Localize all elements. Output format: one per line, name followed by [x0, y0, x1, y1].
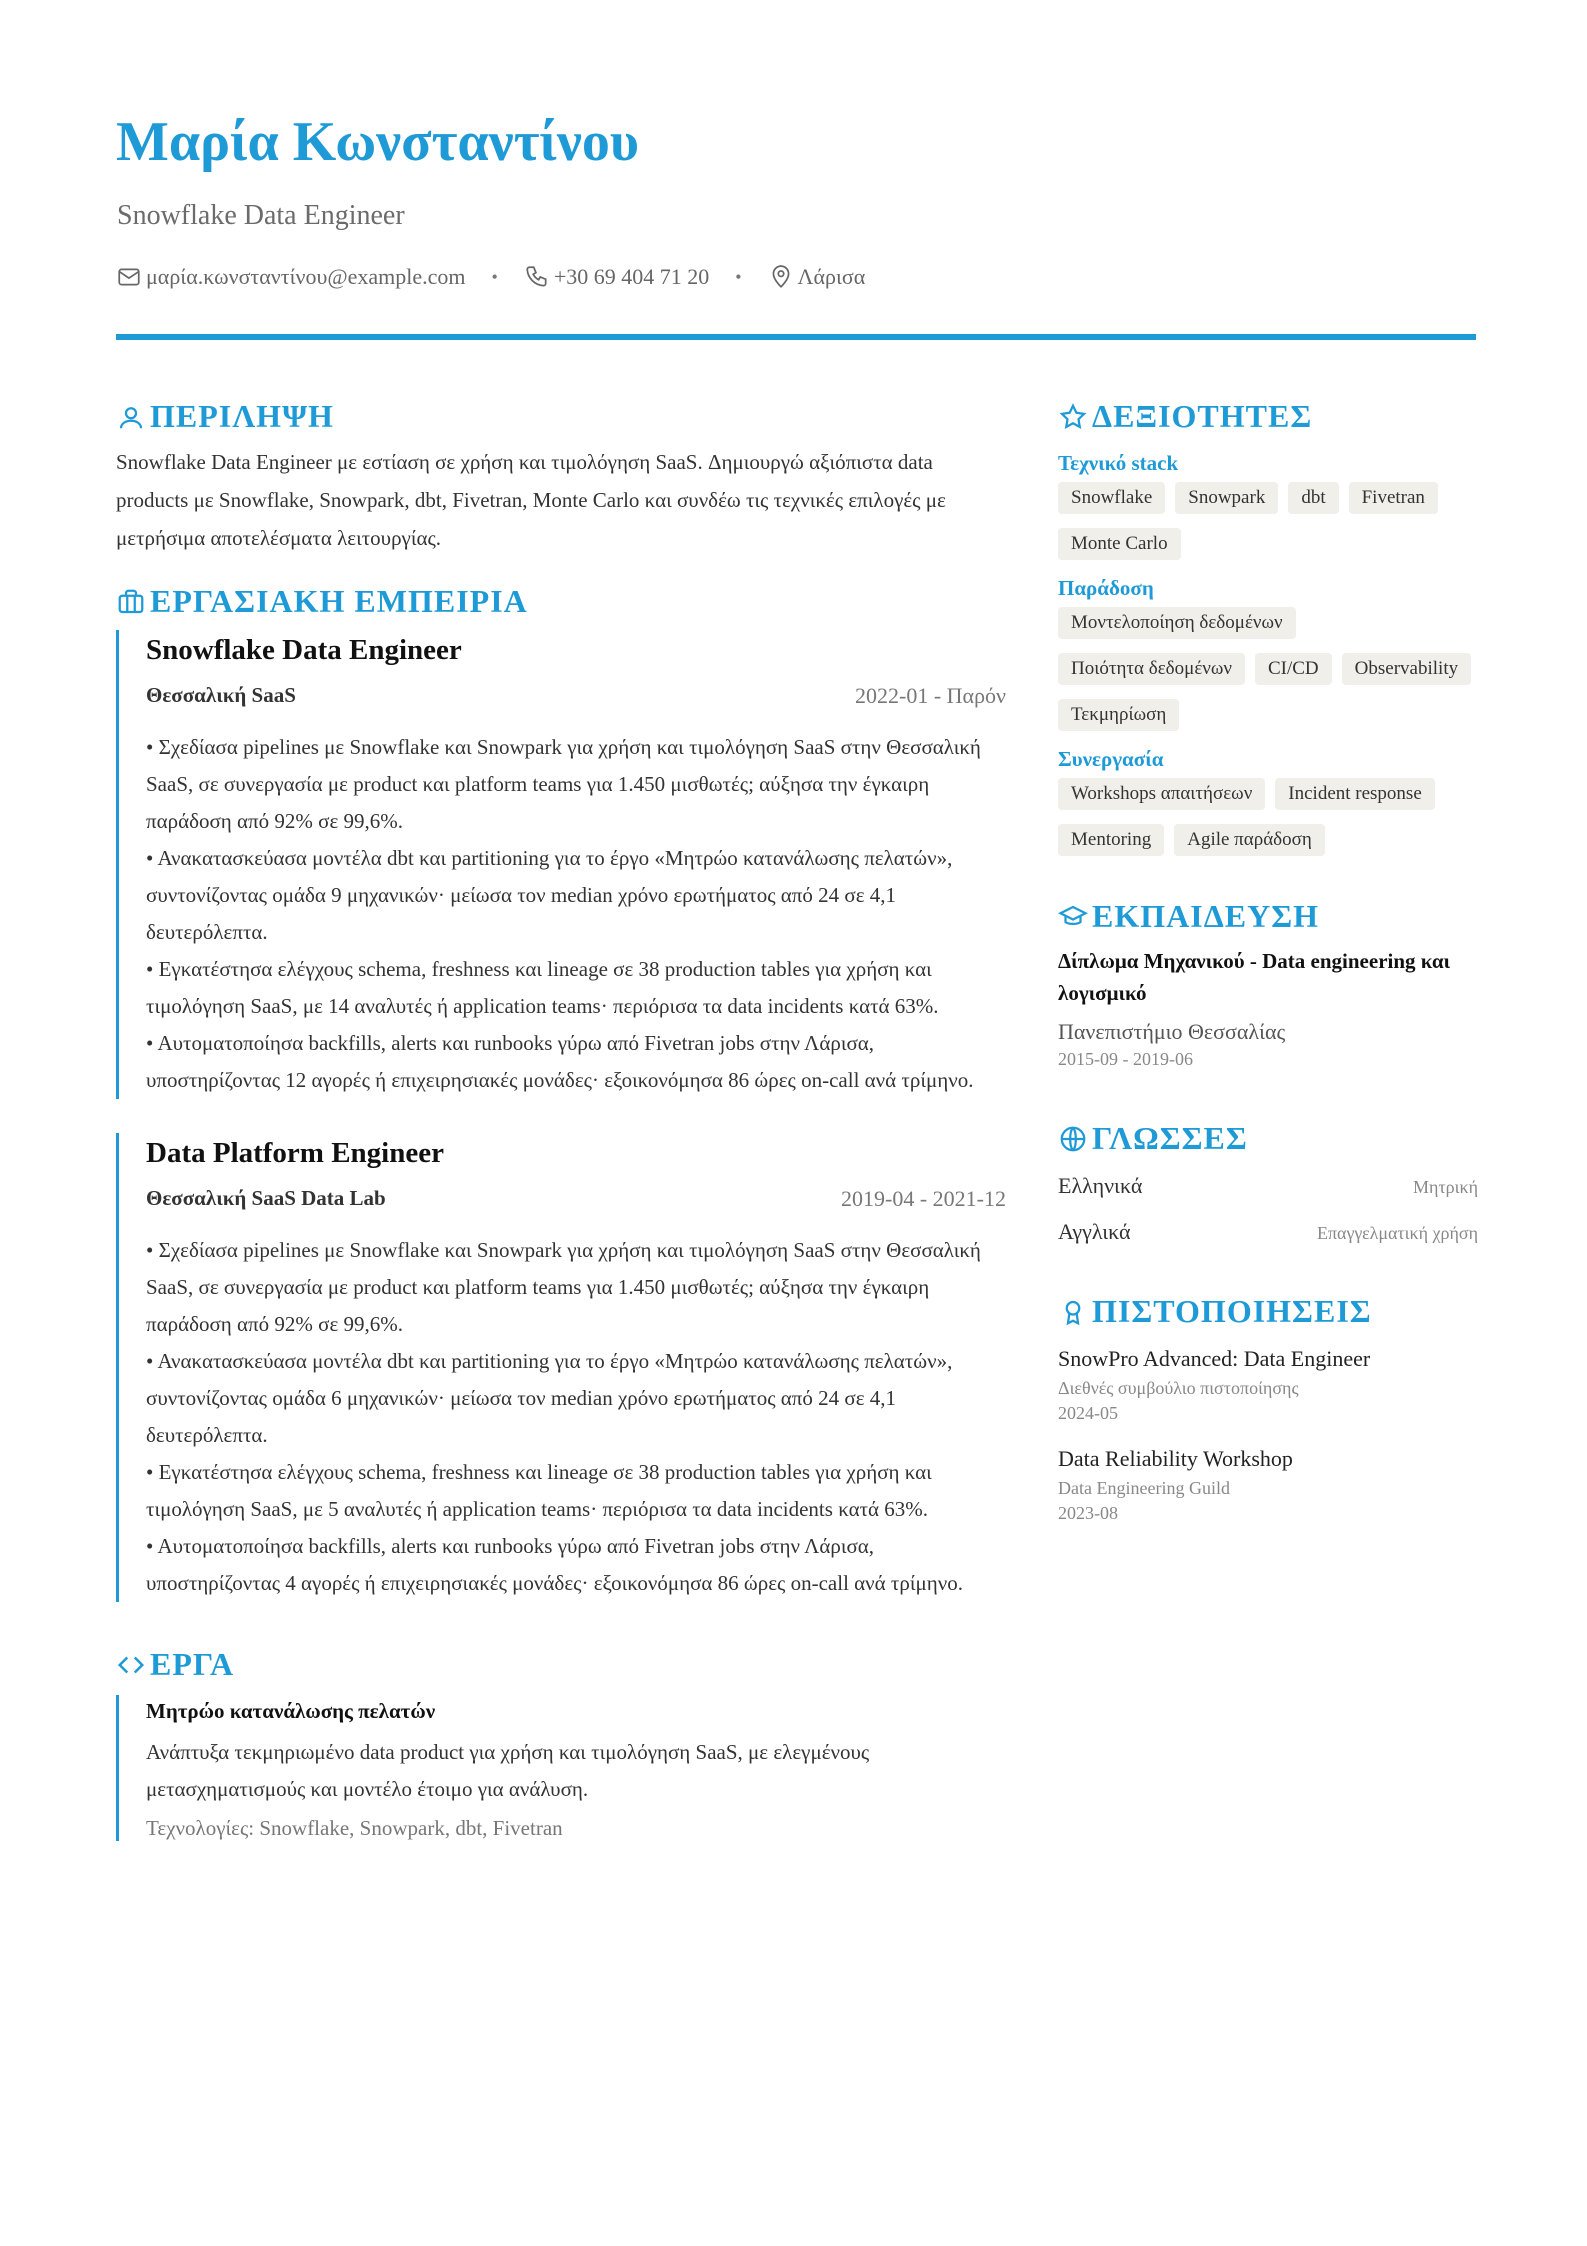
- mail-icon: [116, 264, 142, 290]
- section-experience-heading: [116, 583, 1006, 620]
- section-education-title: ΕΚΠΑΙΔΕΥΣΗ: [1092, 898, 1320, 934]
- skill-chip: Ποιότητα δεδομένων: [1058, 653, 1245, 685]
- skill-chip: Agile παράδοση: [1174, 824, 1325, 856]
- job-bullets: [146, 1232, 1006, 1602]
- section-projects-title: ΕΡΓΑ: [150, 1646, 235, 1682]
- section-skills-title: ΔΕΞΙΟΤΗΤΕΣ: [1092, 398, 1313, 434]
- project-entry: [116, 1695, 1006, 1841]
- section-languages-heading: [1058, 1120, 1478, 1157]
- education-school: Πανεπιστήμιο Θεσσαλίας: [1058, 1019, 1286, 1044]
- graduation-cap-icon: [1058, 902, 1088, 932]
- award-icon: [1058, 1297, 1088, 1327]
- contact-location-text: Λάρισα: [797, 264, 866, 289]
- skill-chips: [1058, 607, 1478, 731]
- job-bullet: • Εγκατέστησα ελέγχους schema, freshness και lineage σε 38 production tables για χρήση και τιμολόγηση SaaS, με 5 αναλυτές ή application teams· περιόρισα τα data incidents κατά 63%.: [146, 1460, 932, 1521]
- skill-chip: Snowflake: [1058, 482, 1165, 514]
- section-summary-heading: [116, 398, 1006, 435]
- language-name: Αγγλικά: [1058, 1219, 1131, 1244]
- contact-email[interactable]: [116, 264, 466, 290]
- skill-group-title: Παράδοση: [1058, 576, 1154, 600]
- skill-group: [1058, 451, 1478, 560]
- code-icon: [116, 1650, 146, 1680]
- project-title: Μητρώο κατανάλωσης πελατών: [146, 1699, 436, 1723]
- skill-chip: Incident response: [1275, 778, 1434, 810]
- language-name: Ελληνικά: [1058, 1173, 1143, 1198]
- language-level: Μητρική: [1413, 1177, 1478, 1197]
- job-bullets: [146, 729, 1006, 1099]
- job-entry: [116, 1133, 1006, 1602]
- certification-entry: [1058, 1346, 1478, 1424]
- job-company: Θεσσαλική SaaS Data Lab: [146, 1186, 386, 1210]
- briefcase-icon: [116, 587, 146, 617]
- skill-chip: Snowpark: [1175, 482, 1278, 514]
- job-bullet: • Σχεδίασα pipelines με Snowflake και Snowpark για χρήση και τιμολόγηση SaaS στην Θεσσαλική SaaS, σε συνεργασία με product και platform teams για 1.450 μισθωτές; αύξησα την έγκαιρη παράδοση από 92% σε 99,6%.: [146, 735, 981, 833]
- job-title: Data Platform Engineer: [146, 1137, 444, 1169]
- job-bullet: • Εγκατέστησα ελέγχους schema, freshness και lineage σε 38 production tables για χρήση και τιμολόγηση SaaS, με 14 αναλυτές ή application teams· περιόρισα τα data incidents κατά 63%.: [146, 957, 939, 1018]
- certification-entry: [1058, 1446, 1478, 1524]
- job-meta: [146, 683, 1006, 709]
- contact-phone[interactable]: [524, 264, 709, 290]
- contact-phone-text: +30 69 404 71 20: [553, 264, 710, 289]
- skill-chip: Workshops απαιτήσεων: [1058, 778, 1265, 810]
- contact-location: [768, 264, 866, 290]
- skill-chip: Observability: [1342, 653, 1471, 685]
- section-summary-title: ΠΕΡΙΛΗΨΗ: [150, 398, 334, 434]
- job-bullet: • Σχεδίασα pipelines με Snowflake και Snowpark για χρήση και τιμολόγηση SaaS στην Θεσσαλική SaaS, σε συνεργασία με product και platform teams για 1.450 μισθωτές; αύξησα την έγκαιρη παράδοση από 92% σε 99,6%.: [146, 1238, 981, 1336]
- skill-group: [1058, 747, 1478, 856]
- section-experience-title: ΕΡΓΑΣΙΑΚΗ ΕΜΠΕΙΡΙΑ: [150, 583, 528, 619]
- job-dates: 2019-04 - 2021-12: [841, 1186, 1006, 1211]
- project-tech: Τεχνολογίες: Snowflake, Snowpark, dbt, Fivetran: [146, 1816, 563, 1840]
- section-certifications-heading: [1058, 1293, 1478, 1330]
- phone-icon: [524, 264, 550, 290]
- section-education-heading: [1058, 898, 1478, 935]
- skill-chip: Μοντελοποίηση δεδομένων: [1058, 607, 1296, 639]
- job-meta: [146, 1186, 1006, 1212]
- skill-chip: Fivetran: [1349, 482, 1438, 514]
- skill-chip: Τεκμηρίωση: [1058, 699, 1179, 731]
- project-description: Ανάπτυξα τεκμηριωμένο data product για χρήση και τιμολόγηση SaaS, με ελεγμένους μετασχηματισμούς και μοντέλο έτοιμο για ανάλυση.: [146, 1740, 870, 1801]
- section-certifications-title: ΠΙΣΤΟΠΟΙΗΣΕΙΣ: [1092, 1293, 1372, 1329]
- certification-date: 2024-05: [1058, 1403, 1118, 1423]
- side-column: [1058, 398, 1478, 1524]
- job-entry: [116, 630, 1006, 1099]
- globe-icon: [1058, 1124, 1088, 1154]
- contact-bar: [116, 264, 865, 290]
- candidate-role: Snowflake Data Engineer: [117, 200, 405, 231]
- job-bullet: • Αυτοματοποίησα backfills, alerts και runbooks γύρω από Fivetran jobs στην Λάρισα, υποστηρίζοντας 4 αγορές ή επιχειρησιακές μονάδες· εξοικονόμησα 86 ώρες on-call ανά τρίμηνο.: [146, 1534, 963, 1595]
- summary-text: Snowflake Data Engineer με εστίαση σε χρήση και τιμολόγηση SaaS. Δημιουργώ αξιόπιστα data products με Snowflake, Snowpark, dbt, Fivetran, Monte Carlo και συνδέω τις τεχνικές επιλογές με μετρήσιμα αποτελέσματα λειτουργίας.: [116, 450, 946, 550]
- job-bullet: • Ανακατασκεύασα μοντέλα dbt και partitioning για το έργο «Μητρώο κατανάλωσης πελατών», συντονίζοντας ομάδα 9 μηχανικών· μείωσα τον median χρόνο ερωτήματος από 24 σε 4,1 δευτερόλεπτα.: [146, 846, 953, 944]
- language-row: [1058, 1219, 1478, 1245]
- certification-name: SnowPro Advanced: Data Engineer: [1058, 1346, 1371, 1371]
- user-icon: [116, 402, 146, 432]
- candidate-name: Μαρία Κωνσταντίνου: [116, 111, 639, 173]
- skill-chip: Monte Carlo: [1058, 528, 1181, 560]
- section-skills-heading: [1058, 398, 1478, 435]
- job-company: Θεσσαλική SaaS: [146, 683, 296, 707]
- skill-chip: Mentoring: [1058, 824, 1164, 856]
- star-icon: [1058, 402, 1088, 432]
- skill-chip: CI/CD: [1255, 653, 1332, 685]
- map-pin-icon: [768, 264, 794, 290]
- language-level: Επαγγελματική χρήση: [1316, 1223, 1478, 1243]
- contact-separator: •: [735, 266, 742, 287]
- skill-group: [1058, 576, 1478, 731]
- job-bullet: • Ανακατασκεύασα μοντέλα dbt και partitioning για το έργο «Μητρώο κατανάλωσης πελατών», συντονίζοντας ομάδα 6 μηχανικών· μείωσα τον median χρόνο ερωτήματος από 24 σε 4,1 δευτερόλεπτα.: [146, 1349, 953, 1447]
- skill-group-title: Τεχνικό stack: [1058, 451, 1179, 475]
- certification-name: Data Reliability Workshop: [1058, 1446, 1293, 1471]
- language-row: [1058, 1173, 1478, 1199]
- section-languages-title: ΓΛΩΣΣΕΣ: [1092, 1120, 1248, 1156]
- certification-issuer: Διεθνές συμβούλιο πιστοποίησης: [1058, 1378, 1299, 1398]
- job-dates: 2022-01 - Παρόν: [855, 683, 1006, 708]
- skill-group-title: Συνεργασία: [1058, 747, 1164, 771]
- certification-date: 2023-08: [1058, 1503, 1118, 1523]
- certification-issuer: Data Engineering Guild: [1058, 1478, 1230, 1498]
- skill-chips: [1058, 778, 1478, 856]
- contact-separator: •: [491, 266, 498, 287]
- job-title: Snowflake Data Engineer: [146, 634, 462, 666]
- skill-chips: [1058, 482, 1478, 560]
- job-bullet: • Αυτοματοποίησα backfills, alerts και runbooks γύρω από Fivetran jobs στην Λάρισα, υποστηρίζοντας 12 αγορές ή επιχειρησιακές μονάδες· εξοικονόμησα 86 ώρες on-call ανά τρίμηνο.: [146, 1031, 974, 1092]
- education-degree: Δίπλωμα Μηχανικού - Data engineering και λογισμικό: [1058, 949, 1451, 1005]
- main-column: [116, 398, 1006, 1841]
- education-dates: 2015-09 - 2019-06: [1058, 1049, 1193, 1069]
- section-projects-heading: [116, 1646, 1006, 1683]
- contact-email-text: μαρία.κωνσταντίνου@example.com: [146, 264, 466, 289]
- header-divider: [116, 334, 1476, 340]
- skill-chip: dbt: [1288, 482, 1338, 514]
